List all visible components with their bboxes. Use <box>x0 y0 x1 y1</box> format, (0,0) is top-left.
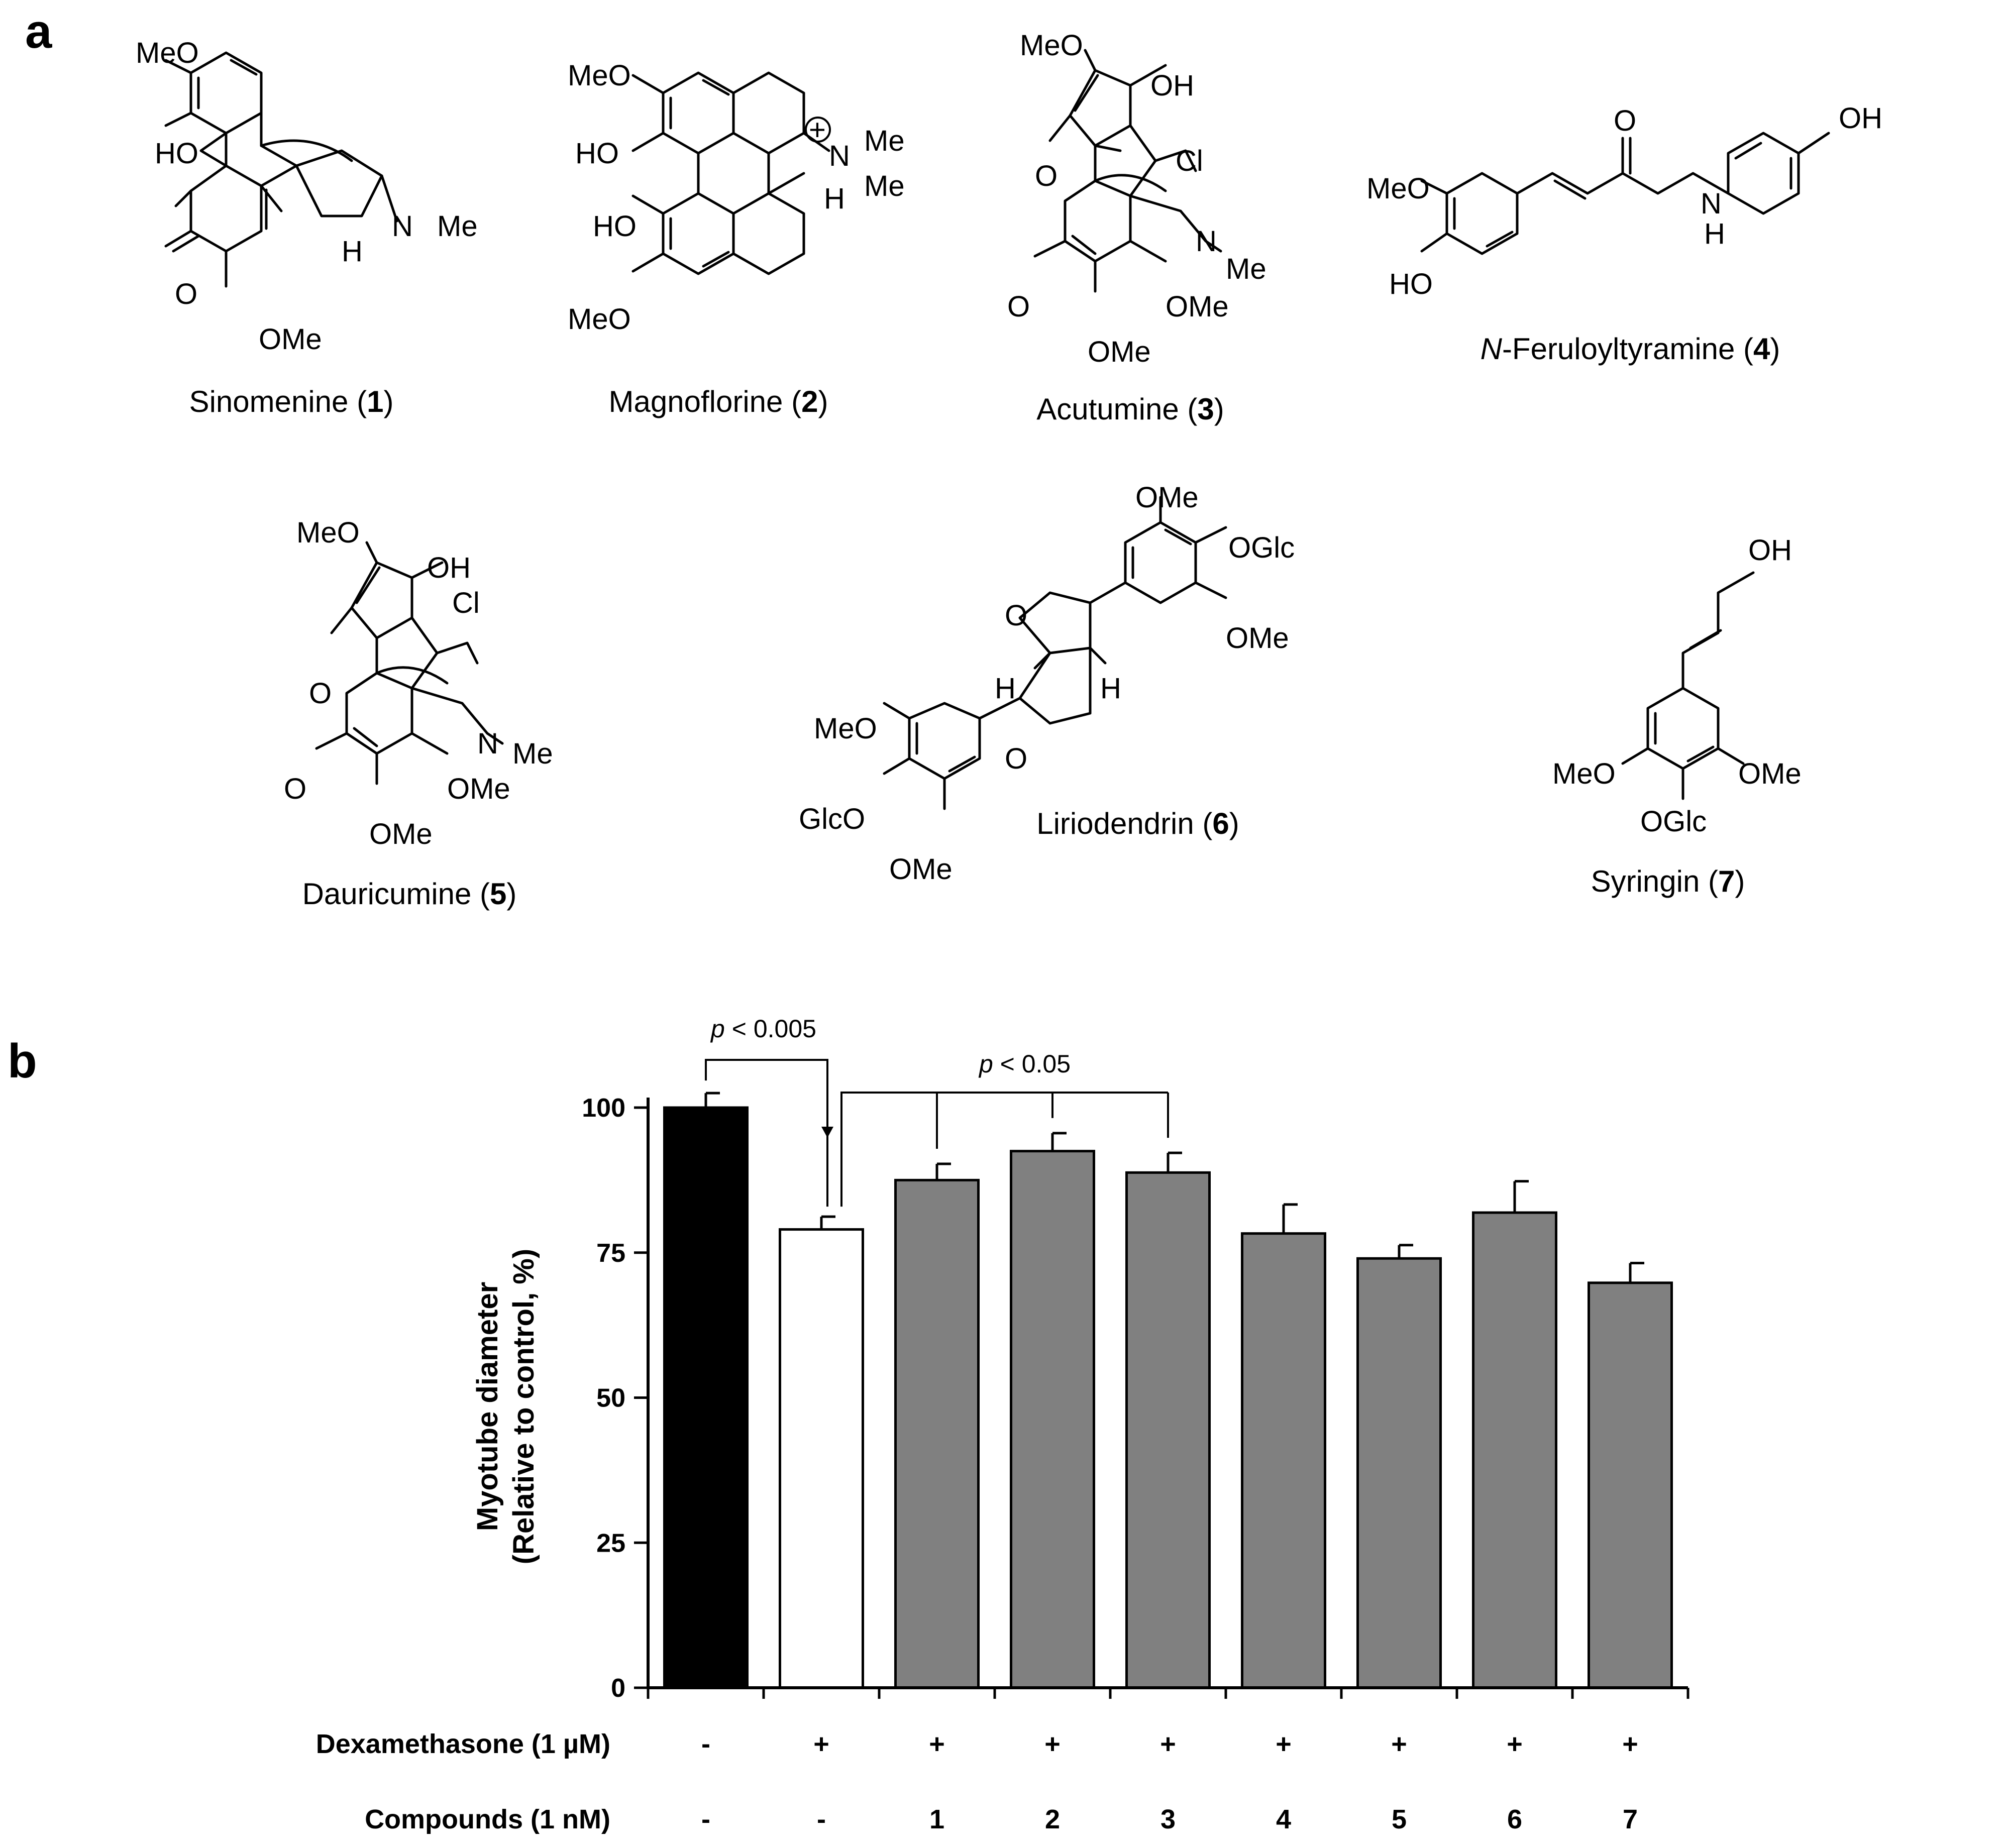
row-cell: + <box>1507 1729 1523 1759</box>
atom-label: HO <box>593 210 637 243</box>
atom-label: N <box>392 210 413 243</box>
atom-label: H <box>1100 672 1121 705</box>
caption-magnoflorine: Magnoflorine (2) <box>608 385 828 418</box>
row-cell: + <box>929 1729 945 1759</box>
atom-label: N <box>1701 187 1722 220</box>
atom-label: N <box>829 140 850 172</box>
atom-label: OMe <box>1088 336 1151 368</box>
row-cell: 5 <box>1391 1804 1407 1834</box>
atom-label: H <box>824 182 845 215</box>
bar <box>1358 1258 1441 1688</box>
row-cell: 4 <box>1276 1804 1292 1834</box>
y-tick-label: 50 <box>596 1383 625 1413</box>
panel-label-a: a <box>25 5 52 58</box>
atom-label: H <box>1704 218 1725 250</box>
caption-feruloyltyramine: N-Feruloyltyramine (4) <box>1480 332 1780 366</box>
atom-label: MeO <box>136 37 199 69</box>
row-cell: 7 <box>1622 1804 1638 1834</box>
structure-dauricumine <box>316 542 502 784</box>
bar-chart <box>316 1015 1688 1834</box>
row-cell: 2 <box>1044 1804 1061 1834</box>
y-axis-label-line2: (Relative to control, %) <box>507 1248 540 1565</box>
atom-label: H <box>995 672 1016 705</box>
row-cell: - <box>701 1804 710 1834</box>
panel-label-b: b <box>8 1034 37 1088</box>
atom-label: O <box>1005 742 1028 775</box>
atom-label: O <box>175 278 198 310</box>
y-tick-label: 75 <box>596 1238 625 1268</box>
bars <box>665 1108 1672 1688</box>
atom-label: Me <box>1226 253 1266 285</box>
structure-syringin <box>1623 573 1753 799</box>
atom-label: MeO <box>296 516 360 549</box>
atom-label: N <box>477 727 498 760</box>
y-tick-label: 25 <box>596 1529 625 1558</box>
row-cell: + <box>1044 1729 1061 1759</box>
atom-label: Me <box>864 170 905 202</box>
caption-sinomenine: Sinomenine (1) <box>189 385 394 418</box>
atom-label: GlcO <box>799 803 866 835</box>
structure-liriodendrin <box>884 497 1226 809</box>
atom-label: OH <box>1150 69 1194 102</box>
row-cell: 6 <box>1507 1804 1523 1834</box>
atom-label: MeO <box>1552 757 1616 790</box>
condition-rows <box>316 1729 1638 1834</box>
atom-label: OMe <box>447 773 510 805</box>
atom-label: OMe <box>889 853 953 886</box>
atom-label: OMe <box>1226 622 1289 655</box>
row-cell: + <box>813 1729 829 1759</box>
x-ticks <box>648 1688 1688 1699</box>
bar <box>780 1230 863 1688</box>
atom-label: OMe <box>1166 290 1229 323</box>
atom-label: OMe <box>369 818 433 850</box>
atom-label: Me <box>864 125 905 157</box>
row-label: Dexamethasone (1 µM) <box>315 1729 610 1759</box>
row-cell: + <box>1160 1729 1176 1759</box>
atom-label: O <box>309 677 332 710</box>
atom-label: Me <box>437 210 478 243</box>
atom-label: MeO <box>568 59 631 92</box>
y-tick-label: 0 <box>611 1674 625 1703</box>
caption-dauricumine: Dauricumine (5) <box>302 877 517 911</box>
atom-label: Cl <box>1176 145 1203 177</box>
atom-label: OMe <box>259 323 322 356</box>
atom-label: O <box>284 773 307 805</box>
atom-label: OGlc <box>1228 531 1295 564</box>
atom-label: OH <box>1748 534 1792 567</box>
atom-label: OGlc <box>1640 805 1707 838</box>
y-axis-label-line1: Myotube diameter <box>471 1281 504 1532</box>
bar <box>1473 1213 1556 1688</box>
atom-label: OMe <box>1738 757 1802 790</box>
row-cell: + <box>1391 1729 1407 1759</box>
caption-syringin: Syringin (7) <box>1591 864 1745 898</box>
atom-label: OH <box>1839 102 1882 135</box>
atom-label: O <box>1035 160 1058 192</box>
atom-label: Cl <box>452 587 480 619</box>
atom-label: OH <box>427 552 471 584</box>
y-tick-label: 100 <box>582 1094 625 1123</box>
significance-label: p < 0.05 <box>979 1050 1071 1078</box>
atom-labels <box>136 29 1882 886</box>
row-cell: - <box>817 1804 826 1834</box>
atom-label: HO <box>155 137 198 170</box>
structure-magnoflorine <box>633 73 829 274</box>
atom-label: O <box>1614 104 1637 137</box>
atom-label: HO <box>575 137 619 170</box>
atom-label: H <box>342 235 363 268</box>
bar <box>665 1108 748 1688</box>
row-cell: - <box>701 1729 710 1759</box>
atom-label: N <box>1196 225 1217 258</box>
row-cell: + <box>1622 1729 1638 1759</box>
bar <box>1242 1234 1325 1688</box>
row-cell: + <box>1276 1729 1292 1759</box>
bar <box>896 1180 979 1688</box>
atom-label: MeO <box>814 712 877 745</box>
row-cell: 3 <box>1160 1804 1176 1834</box>
row-cell: 1 <box>929 1804 945 1834</box>
bar <box>1589 1283 1672 1688</box>
atom-label: + <box>809 114 826 146</box>
atom-label: OMe <box>1135 481 1199 514</box>
atom-label: MeO <box>1366 172 1430 205</box>
atom-label: HO <box>1389 268 1433 300</box>
atom-label: Me <box>512 737 553 770</box>
significance-bracket <box>841 1093 1168 1207</box>
atom-label: O <box>1005 599 1028 632</box>
atom-label: MeO <box>1020 29 1083 62</box>
atom-label: MeO <box>568 303 631 336</box>
bar <box>1011 1151 1094 1688</box>
significance-label: p < 0.005 <box>711 1015 816 1043</box>
significance-arrow <box>821 1127 833 1138</box>
row-label: Compounds (1 nM) <box>365 1804 610 1834</box>
bar <box>1127 1172 1210 1688</box>
caption-acutumine: Acutumine (3) <box>1036 392 1224 426</box>
y-ticks <box>582 1094 648 1703</box>
structure-feruloyltyramine <box>1422 133 1829 254</box>
atom-label: O <box>1007 290 1030 323</box>
caption-liriodendrin: Liriodendrin (6) <box>1036 807 1239 840</box>
